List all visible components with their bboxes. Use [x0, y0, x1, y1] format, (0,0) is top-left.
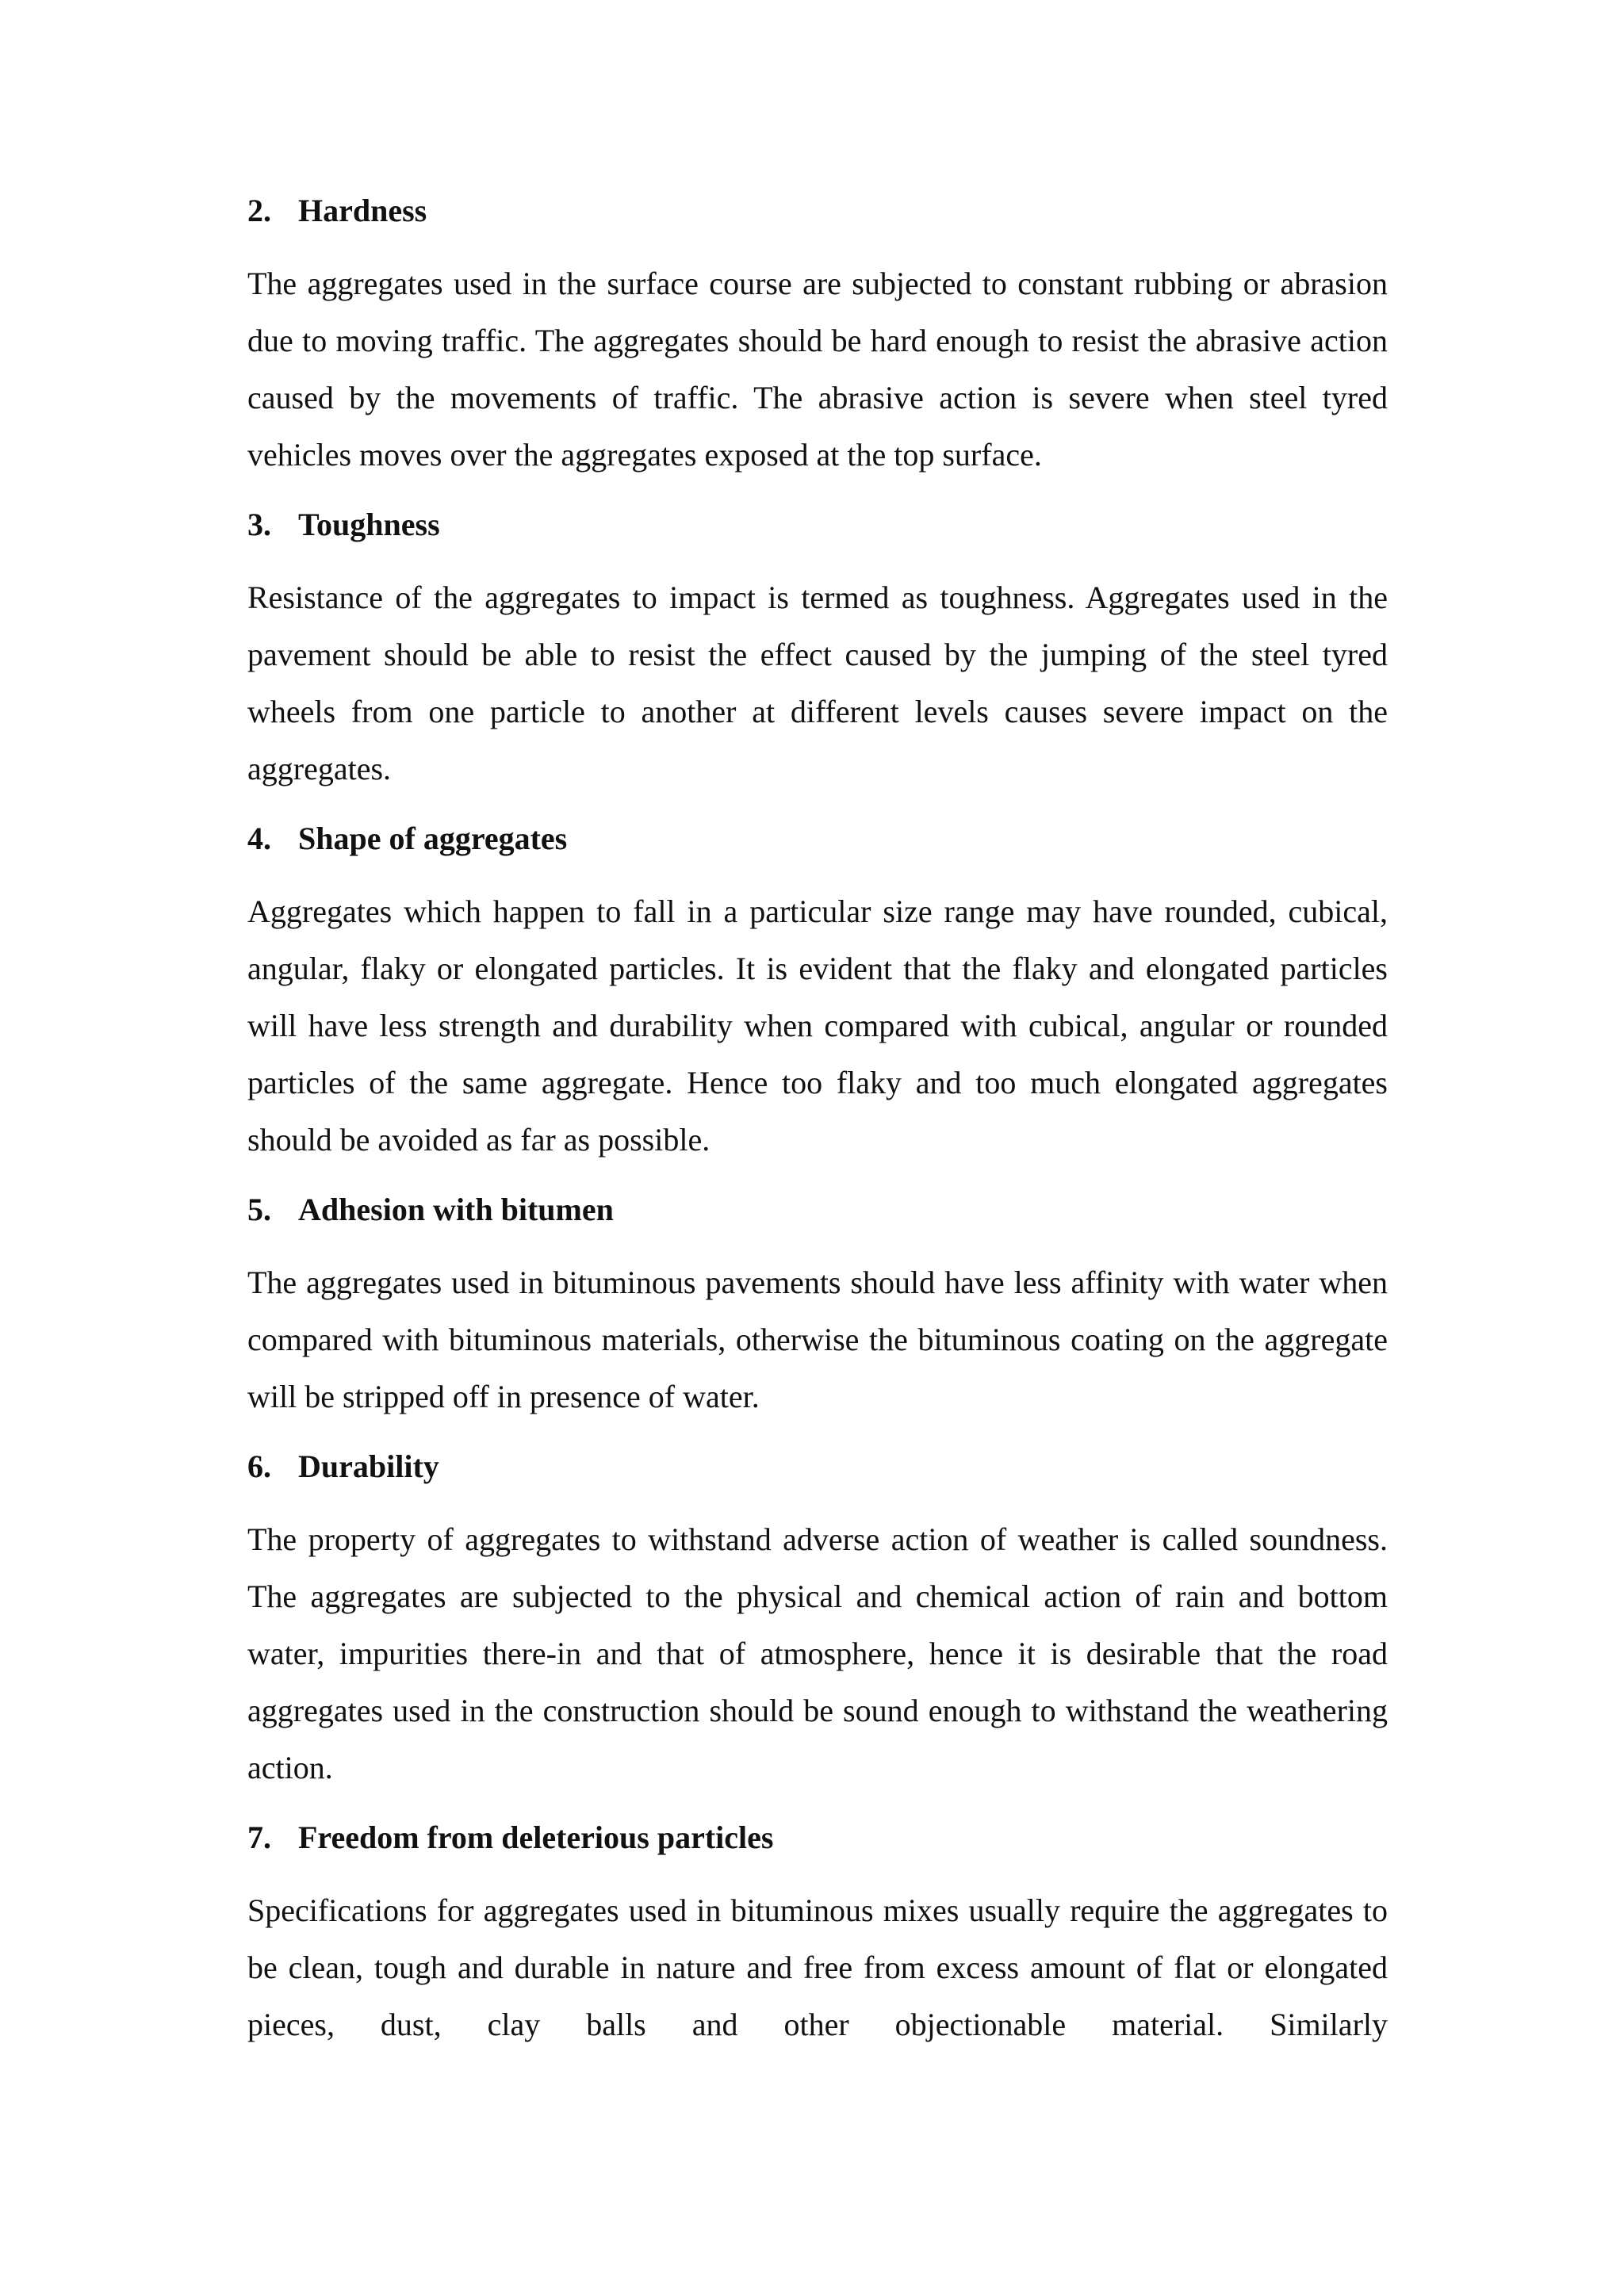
- section-body: Resistance of the aggregates to impact is termed as toughness. Aggregates used in the pavement should be able to resist the effect caused by the jumping of the steel tyred wheels from one particle to another at different levels causes severe impact on the aggregates.: [247, 580, 1388, 786]
- section-heading: [247, 189, 1388, 233]
- section-toughness: [247, 503, 1388, 798]
- section-heading: [247, 817, 1388, 861]
- section-number: 4.: [247, 821, 271, 856]
- section-adhesion-with-bitumen: [247, 1188, 1388, 1425]
- section-number: 2.: [247, 193, 271, 228]
- page-content: [247, 189, 1388, 2072]
- section-number: 7.: [247, 1820, 271, 1855]
- section-title: Adhesion with bitumen: [298, 1192, 614, 1227]
- section-shape-of-aggregates: [247, 817, 1388, 1169]
- section-title: Toughness: [298, 507, 440, 542]
- section-body: The property of aggregates to withstand adverse action of weather is called soundness. The aggregates are subjected to the physical and chemical action of rain and bottom water, impurities there-in and that of atmosphere, hence it is desirable that the road aggregates used in the construction should be sound enough to withstand the weathering action.: [247, 1521, 1388, 1785]
- section-heading: [247, 1445, 1388, 1489]
- section-heading: [247, 503, 1388, 547]
- section-heading: [247, 1188, 1388, 1232]
- section-title: Freedom from deleterious particles: [298, 1820, 774, 1855]
- section-title: Shape of aggregates: [298, 821, 568, 856]
- section-body: Specifications for aggregates used in bituminous mixes usually require the aggregates to be clean, tough and durable in nature and free from excess amount of flat or elongated pieces, dust, clay balls and other objectionable material. Similarly: [247, 1892, 1388, 2042]
- section-body: The aggregates used in the surface course are subjected to constant rubbing or abrasion due to moving traffic. The aggregates should be hard enough to resist the abrasive action caused by the movements of traffic. The abrasive action is severe when steel tyred vehicles moves over the aggregates exposed at the top surface.: [247, 266, 1388, 473]
- section-number: 6.: [247, 1448, 271, 1484]
- section-heading: [247, 1816, 1388, 1860]
- section-title: Durability: [298, 1448, 439, 1484]
- section-body: The aggregates used in bituminous pavements should have less affinity with water when compared with bituminous materials, otherwise the bituminous coating on the aggregate will be stripped off in presence of water.: [247, 1265, 1388, 1414]
- section-body: Aggregates which happen to fall in a particular size range may have rounded, cubical, angular, flaky or elongated particles. It is evident that the flaky and elongated particles will have less strength and durability when compared with cubical, angular or rounded particles of the same aggregate. Hence too flaky and too much elongated aggregates should be avoided as far as possible.: [247, 894, 1388, 1158]
- section-durability: [247, 1445, 1388, 1797]
- section-freedom-from-deleterious-particles: [247, 1816, 1388, 2053]
- section-number: 5.: [247, 1192, 271, 1227]
- section-title: Hardness: [298, 193, 427, 228]
- section-hardness: [247, 189, 1388, 484]
- section-number: 3.: [247, 507, 271, 542]
